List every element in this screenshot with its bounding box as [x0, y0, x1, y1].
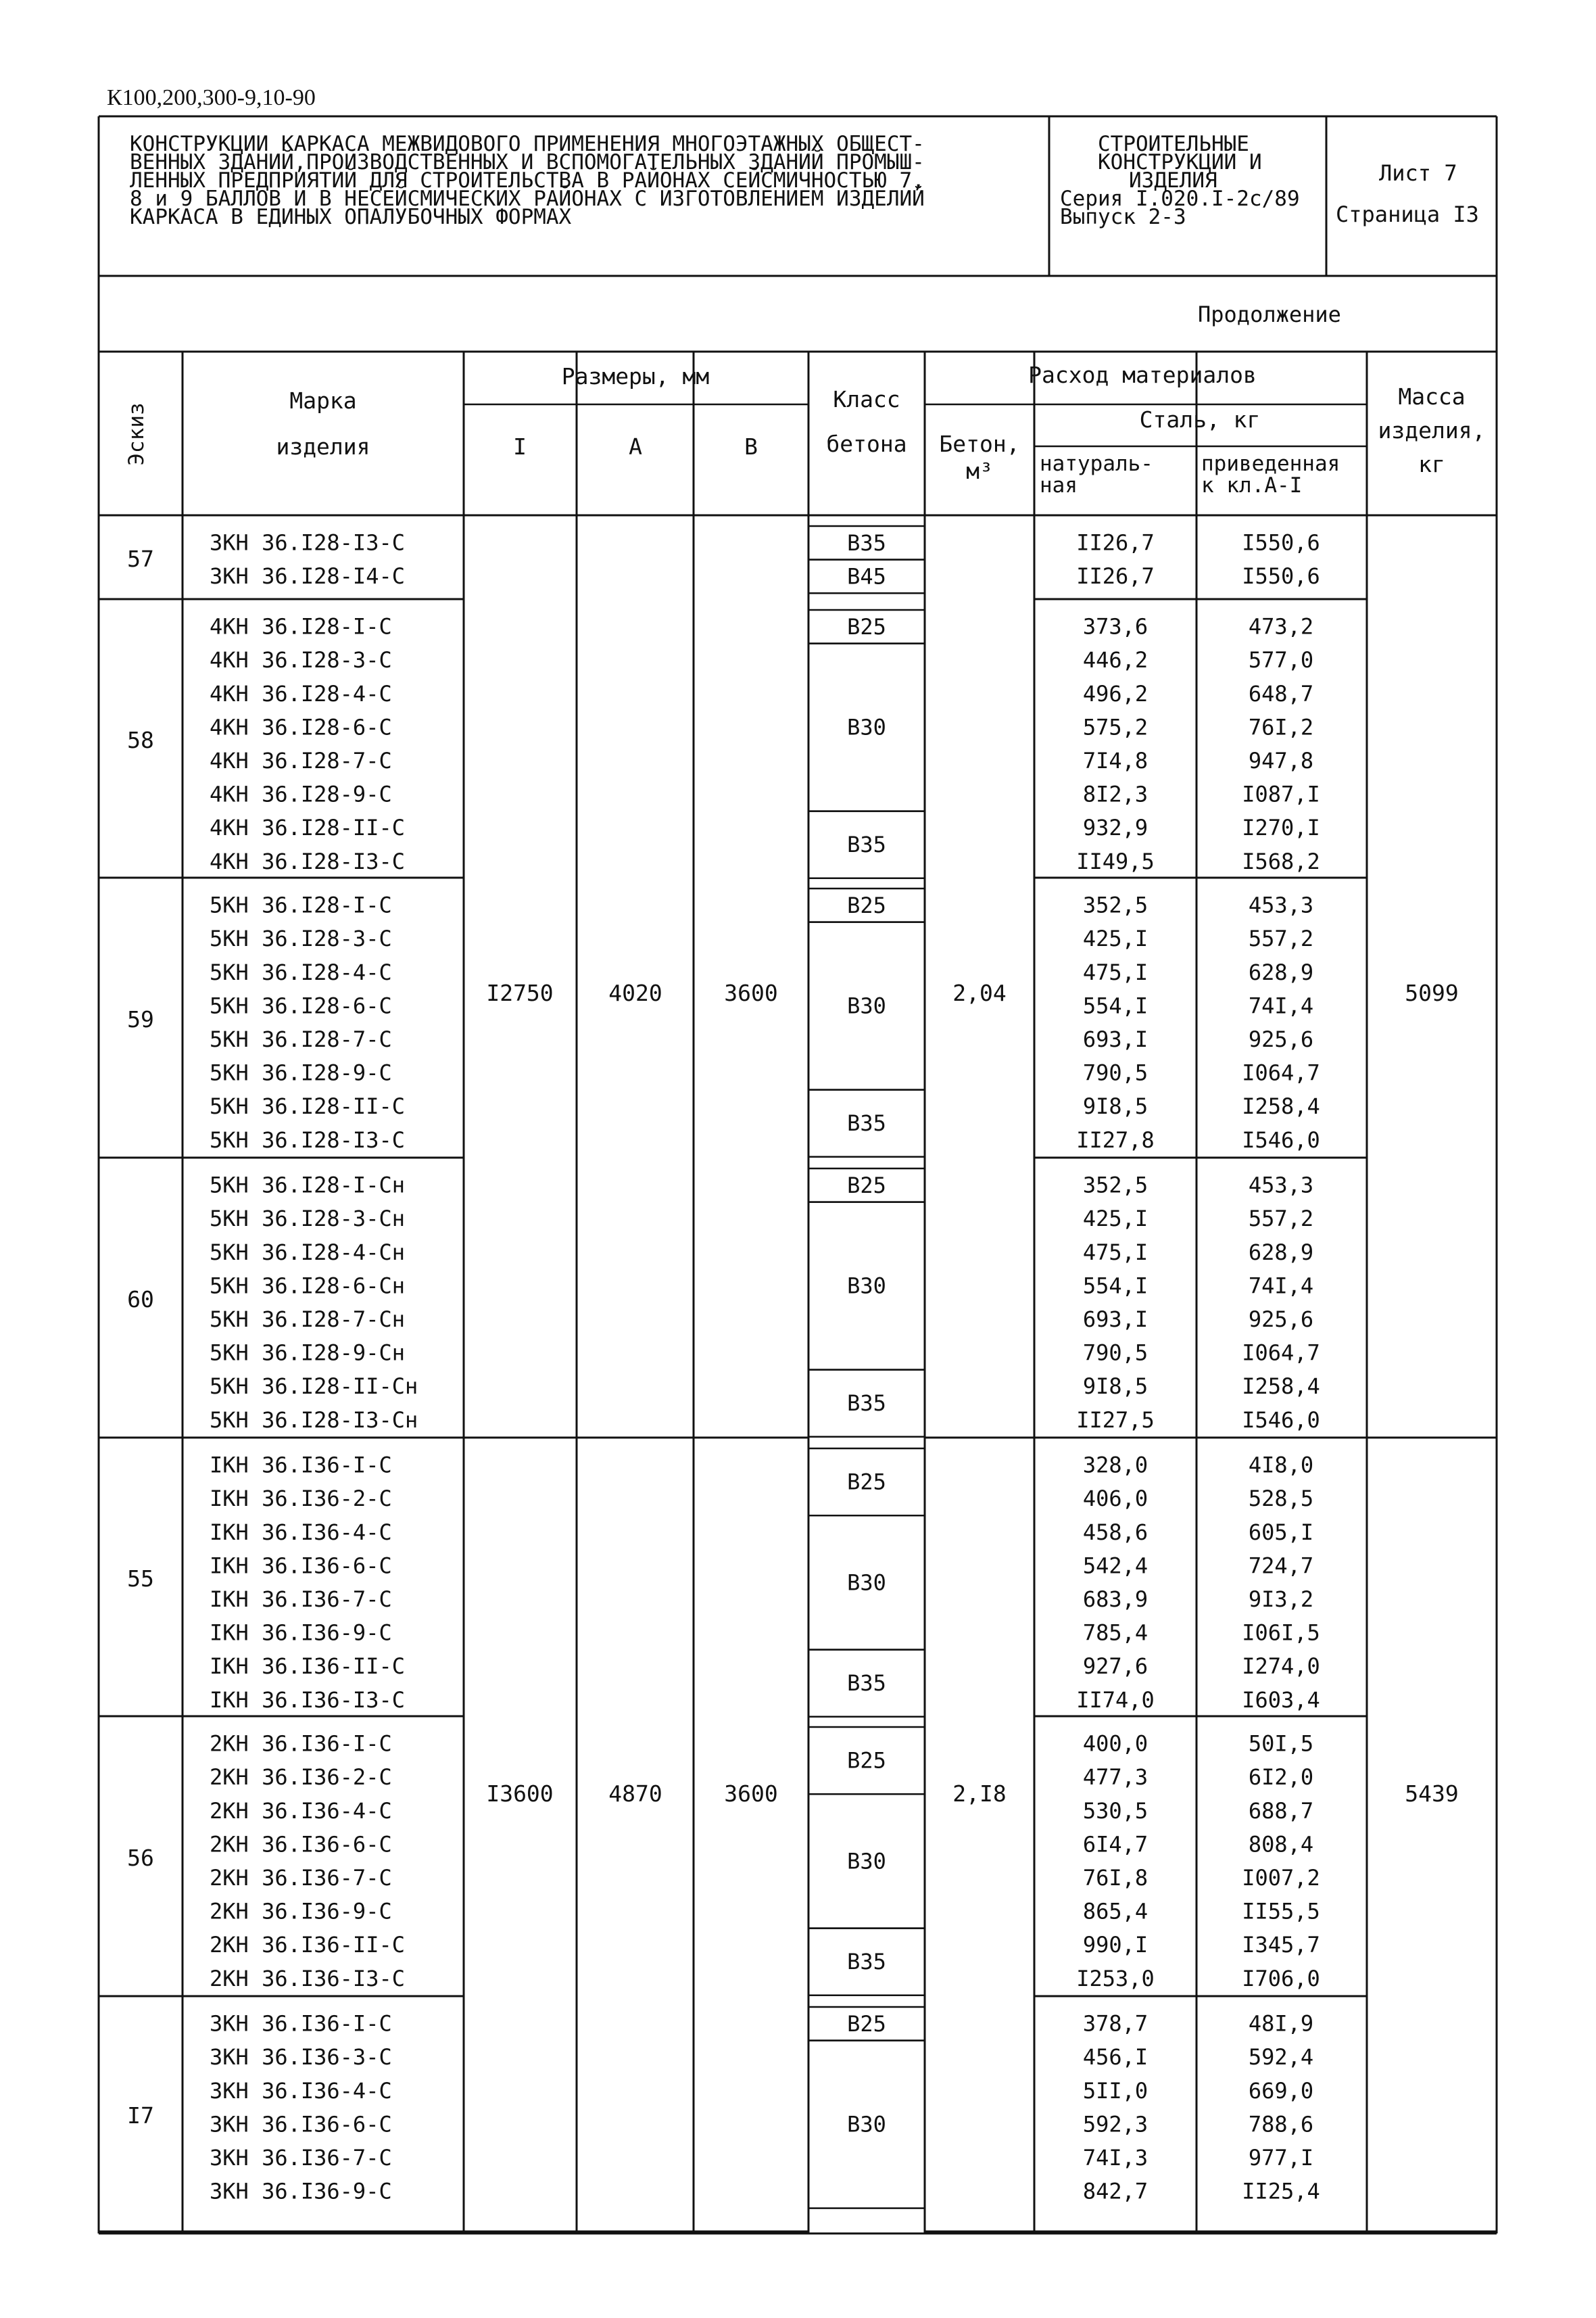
- product-mark: 5КН 36.I28-6-Сн: [210, 1273, 405, 1299]
- column-header-mark: изделия: [276, 433, 370, 460]
- steel-reduced-value: 48I,9: [1248, 2010, 1314, 2037]
- product-mark: 5КН 36.I28-7-Сн: [210, 1306, 405, 1332]
- steel-natural-value: 328,0: [1082, 1452, 1148, 1478]
- continuation-label: Продолжение: [1198, 302, 1341, 327]
- column-header-concrete: Бетон,: [939, 431, 1020, 457]
- sketch-number: 56: [127, 1845, 154, 1871]
- steel-reduced-value: 577,0: [1248, 647, 1314, 673]
- steel-reduced-value: 592,4: [1248, 2044, 1314, 2071]
- steel-reduced-value: 76I,2: [1248, 714, 1314, 740]
- sketch-number: 55: [127, 1565, 154, 1592]
- steel-natural-value: 9I8,5: [1082, 1093, 1148, 1120]
- title-line: ЛЕННЫХ ПРЕДПРИЯТИЙ ДЛЯ СТРОИТЕЛЬСТВА В РАЙОНАХ СЕЙСМИЧНОСТЬЮ 7,: [130, 168, 925, 193]
- steel-natural-value: 475,I: [1082, 1239, 1148, 1265]
- product-mark: 5КН 36.I28-3-Сн: [210, 1206, 405, 1232]
- dimension-a-value: 4020: [608, 980, 662, 1006]
- sketch-number: I7: [127, 2102, 154, 2129]
- steel-reduced-value: I087,I: [1242, 781, 1320, 807]
- concrete-class: В35: [847, 529, 886, 556]
- concrete-class: В30: [847, 1273, 886, 1299]
- dimension-l-value: I2750: [486, 980, 554, 1006]
- steel-natural-value: 542,4: [1082, 1553, 1148, 1579]
- steel-reduced-value: I270,I: [1242, 815, 1320, 841]
- steel-reduced-value: 688,7: [1248, 1797, 1314, 1824]
- series-line: КОНСТРУКЦИИ И: [1098, 150, 1262, 174]
- product-mark: 5КН 36.I28-I-Сн: [210, 1172, 405, 1198]
- title-line: КАРКАСА В ЕДИНЫХ ОПАЛУБОЧНЫХ ФОРМАХ: [130, 205, 572, 229]
- product-mass-value: 5099: [1405, 980, 1459, 1006]
- steel-natural-value: 842,7: [1082, 2178, 1148, 2204]
- product-mark: 4КН 36.I28-3-С: [210, 647, 392, 673]
- product-mark: 5КН 36.I28-II-Сн: [210, 1373, 418, 1400]
- steel-natural-value: 7I4,8: [1082, 748, 1148, 774]
- steel-reduced-value: 9I3,2: [1248, 1586, 1314, 1612]
- product-mark: 3КН 36.I28-I4-С: [210, 563, 405, 590]
- steel-reduced-value: I603,4: [1242, 1686, 1320, 1713]
- product-mark: 5КН 36.I28-6-С: [210, 993, 392, 1019]
- product-mark: 4КН 36.I28-I3-С: [210, 848, 405, 874]
- product-mark: 5КН 36.I28-II-С: [210, 1093, 405, 1120]
- product-mark: 4КН 36.I28-I-С: [210, 613, 392, 640]
- column-header-steel: Сталь, кг: [1139, 406, 1261, 433]
- concrete-class: В25: [847, 613, 886, 640]
- steel-natural-value: 458,6: [1082, 1519, 1148, 1545]
- sheet-number: Лист 7: [1379, 160, 1457, 186]
- title-line: 8 и 9 БАЛЛОВ И В НЕСЕЙСМИЧЕСКИХ РАЙОНАХ С ИЗГОТОВЛЕНИЕМ ИЗДЕЛИЙ: [130, 187, 925, 211]
- product-mark: 3КН 36.I28-I3-С: [210, 529, 405, 556]
- product-mark: 2КН 36.I36-7-С: [210, 1865, 392, 1891]
- product-mark: 5КН 36.I28-9-С: [210, 1060, 392, 1086]
- steel-reduced-value: 724,7: [1248, 1553, 1314, 1579]
- steel-natural-value: II26,7: [1076, 529, 1155, 556]
- steel-natural-value: 575,2: [1082, 714, 1148, 740]
- steel-reduced-value: 947,8: [1248, 748, 1314, 774]
- column-header-steel-reduced: приведенная: [1201, 452, 1340, 476]
- steel-reduced-value: 648,7: [1248, 680, 1314, 707]
- issue-number: Выпуск 2-3: [1060, 205, 1186, 229]
- concrete-class: В30: [847, 993, 886, 1019]
- concrete-class: В35: [847, 1110, 886, 1137]
- steel-reduced-value: I345,7: [1242, 1932, 1320, 1958]
- column-header-steel-natural: ная: [1040, 473, 1078, 498]
- steel-natural-value: II49,5: [1076, 848, 1155, 874]
- product-mark: 2КН 36.I36-4-С: [210, 1797, 392, 1824]
- steel-reduced-value: II55,5: [1242, 1898, 1320, 1924]
- steel-reduced-value: I007,2: [1242, 1865, 1320, 1891]
- steel-reduced-value: I568,2: [1242, 848, 1320, 874]
- steel-natural-value: 425,I: [1082, 1206, 1148, 1232]
- steel-natural-value: 352,5: [1082, 892, 1148, 918]
- steel-natural-value: 785,4: [1082, 1619, 1148, 1646]
- concrete-class: В25: [847, 1747, 886, 1774]
- steel-reduced-value: 925,6: [1248, 1306, 1314, 1332]
- steel-natural-value: 446,2: [1082, 647, 1148, 673]
- steel-natural-value: 693,I: [1082, 1026, 1148, 1052]
- steel-natural-value: 477,3: [1082, 1764, 1148, 1791]
- product-mark: 2КН 36.I36-I-С: [210, 1730, 392, 1757]
- column-header-dim-b: В: [744, 433, 758, 460]
- series-line: СТРОИТЕЛЬНЫЕ: [1098, 132, 1249, 156]
- dimension-b-value: 3600: [724, 1780, 778, 1807]
- steel-reduced-value: 788,6: [1248, 2111, 1314, 2137]
- steel-natural-value: 475,I: [1082, 959, 1148, 985]
- title-line: КОНСТРУКЦИИ КАРКАСА МЕЖВИДОВОГО ПРИМЕНЕНИЯ МНОГОЭТАЖНЫХ ОБЩЕСТ-: [130, 132, 925, 156]
- product-mark: IКН 36.I36-4-С: [210, 1519, 392, 1545]
- steel-reduced-value: 669,0: [1248, 2077, 1314, 2104]
- series-number: Серия I.020.I-2с/89: [1060, 187, 1300, 211]
- steel-reduced-value: 605,I: [1248, 1519, 1314, 1545]
- steel-reduced-value: I258,4: [1242, 1373, 1320, 1400]
- steel-natural-value: 5II,0: [1082, 2077, 1148, 2104]
- column-header-dim-l: I: [513, 433, 527, 460]
- steel-natural-value: II26,7: [1076, 563, 1155, 590]
- steel-natural-value: 6I4,7: [1082, 1831, 1148, 1858]
- product-mark: 5КН 36.I28-3-С: [210, 926, 392, 952]
- document-code: К100,200,300-9,10-90: [107, 85, 316, 110]
- steel-natural-value: II74,0: [1076, 1686, 1155, 1713]
- product-mark: 3КН 36.I36-4-С: [210, 2077, 392, 2104]
- column-header-steel-reduced: к кл.А-I: [1201, 473, 1303, 498]
- title-line: ВЕННЫХ ЗДАНИЙ,ПРОИЗВОДСТВЕННЫХ И ВСПОМОГАТЕЛЬНЫХ ЗДАНИЙ ПРОМЫШ-: [130, 150, 925, 174]
- concrete-class: В25: [847, 1469, 886, 1495]
- steel-reduced-value: 74I,4: [1248, 1273, 1314, 1299]
- product-mark: IКН 36.I36-9-С: [210, 1619, 392, 1646]
- product-mark: 5КН 36.I28-I3-Сн: [210, 1406, 418, 1433]
- steel-reduced-value: 528,5: [1248, 1486, 1314, 1512]
- steel-reduced-value: I064,7: [1242, 1060, 1320, 1086]
- steel-natural-value: 554,I: [1082, 1273, 1148, 1299]
- column-header-concrete-unit: м³: [966, 458, 993, 484]
- product-mark: 3КН 36.I36-7-С: [210, 2145, 392, 2171]
- steel-reduced-value: II25,4: [1242, 2178, 1320, 2204]
- column-header-steel-natural: натураль-: [1040, 452, 1153, 476]
- steel-reduced-value: I550,6: [1242, 529, 1320, 556]
- steel-reduced-value: 628,9: [1248, 1239, 1314, 1265]
- steel-reduced-value: I274,0: [1242, 1653, 1320, 1680]
- steel-natural-value: 693,I: [1082, 1306, 1148, 1332]
- steel-natural-value: II27,5: [1076, 1406, 1155, 1433]
- product-mark: 3КН 36.I36-6-С: [210, 2111, 392, 2137]
- steel-natural-value: 927,6: [1082, 1653, 1148, 1680]
- dimension-a-value: 4870: [608, 1780, 662, 1807]
- steel-natural-value: 790,5: [1082, 1340, 1148, 1366]
- steel-natural-value: 74I,3: [1082, 2145, 1148, 2171]
- steel-natural-value: 990,I: [1082, 1932, 1148, 1958]
- steel-reduced-value: 925,6: [1248, 1026, 1314, 1052]
- product-mark: IКН 36.I36-II-С: [210, 1653, 405, 1680]
- steel-natural-value: 865,4: [1082, 1898, 1148, 1924]
- page-number: Страница I3: [1336, 202, 1479, 227]
- steel-natural-value: 378,7: [1082, 2010, 1148, 2037]
- column-header-dimensions: Размеры, мм: [561, 363, 710, 389]
- steel-reduced-value: I06I,5: [1242, 1619, 1320, 1646]
- product-mark: IКН 36.I36-7-С: [210, 1586, 392, 1612]
- steel-reduced-value: 453,3: [1248, 1172, 1314, 1198]
- column-header-class: бетона: [826, 431, 907, 457]
- steel-reduced-value: 557,2: [1248, 926, 1314, 952]
- product-mark: 5КН 36.I28-7-С: [210, 1026, 392, 1052]
- concrete-class: В25: [847, 892, 886, 918]
- product-mark: 3КН 36.I36-I-С: [210, 2010, 392, 2037]
- steel-natural-value: II27,8: [1076, 1127, 1155, 1153]
- concrete-class: В35: [847, 1949, 886, 1975]
- column-header-class: Класс: [833, 386, 900, 412]
- product-mass-value: 5439: [1405, 1780, 1459, 1807]
- concrete-volume-value: 2,04: [952, 980, 1007, 1006]
- steel-reduced-value: 628,9: [1248, 959, 1314, 985]
- column-header-mass: Масса: [1398, 383, 1466, 410]
- product-mark: IКН 36.I36-I3-С: [210, 1686, 405, 1713]
- steel-natural-value: 425,I: [1082, 926, 1148, 952]
- steel-natural-value: 406,0: [1082, 1486, 1148, 1512]
- steel-natural-value: 400,0: [1082, 1730, 1148, 1757]
- dimension-l-value: I3600: [486, 1780, 554, 1807]
- steel-natural-value: I253,0: [1076, 1965, 1155, 1991]
- concrete-class: В30: [847, 1848, 886, 1874]
- product-mark: 4КН 36.I28-6-С: [210, 714, 392, 740]
- product-mark: 4КН 36.I28-4-С: [210, 680, 392, 707]
- concrete-class: В35: [847, 1390, 886, 1417]
- product-mark: 4КН 36.I28-9-С: [210, 781, 392, 807]
- steel-reduced-value: I258,4: [1242, 1093, 1320, 1120]
- steel-reduced-value: 50I,5: [1248, 1730, 1314, 1757]
- product-mark: 5КН 36.I28-I3-С: [210, 1127, 405, 1153]
- series-line: ИЗДЕЛИЯ: [1129, 168, 1217, 193]
- steel-reduced-value: 473,2: [1248, 613, 1314, 640]
- steel-natural-value: 352,5: [1082, 1172, 1148, 1198]
- product-mark: IКН 36.I36-I-С: [210, 1452, 392, 1478]
- product-mark: 2КН 36.I36-9-С: [210, 1898, 392, 1924]
- product-mark: 2КН 36.I36-II-С: [210, 1932, 405, 1958]
- concrete-class: В30: [847, 1569, 886, 1596]
- steel-reduced-value: I064,7: [1242, 1340, 1320, 1366]
- steel-natural-value: 76I,8: [1082, 1865, 1148, 1891]
- column-header-sketch: Эскиз: [124, 402, 149, 466]
- product-mark: 2КН 36.I36-2-С: [210, 1764, 392, 1791]
- steel-natural-value: 683,9: [1082, 1586, 1148, 1612]
- product-mark: 3КН 36.I36-9-С: [210, 2178, 392, 2204]
- concrete-class: В25: [847, 1172, 886, 1198]
- steel-reduced-value: 4I8,0: [1248, 1452, 1314, 1478]
- steel-natural-value: 9I8,5: [1082, 1373, 1148, 1400]
- steel-natural-value: 554,I: [1082, 993, 1148, 1019]
- steel-natural-value: 790,5: [1082, 1060, 1148, 1086]
- product-mark: 3КН 36.I36-3-С: [210, 2044, 392, 2071]
- steel-reduced-value: 557,2: [1248, 1206, 1314, 1232]
- concrete-class: В30: [847, 2111, 886, 2137]
- steel-reduced-value: 74I,4: [1248, 993, 1314, 1019]
- column-header-mark: Марка: [289, 387, 357, 414]
- steel-reduced-value: 977,I: [1248, 2145, 1314, 2171]
- steel-reduced-value: I546,0: [1242, 1127, 1320, 1153]
- product-mark: 4КН 36.I28-7-С: [210, 748, 392, 774]
- product-mark: 2КН 36.I36-6-С: [210, 1831, 392, 1858]
- concrete-class: В35: [847, 1670, 886, 1697]
- concrete-class: В35: [847, 832, 886, 858]
- steel-reduced-value: I546,0: [1242, 1406, 1320, 1433]
- steel-natural-value: 592,3: [1082, 2111, 1148, 2137]
- steel-reduced-value: I550,6: [1242, 563, 1320, 590]
- steel-natural-value: 373,6: [1082, 613, 1148, 640]
- steel-natural-value: 496,2: [1082, 680, 1148, 707]
- product-mark: IКН 36.I36-2-С: [210, 1486, 392, 1512]
- product-mark: 5КН 36.I28-4-С: [210, 959, 392, 985]
- steel-natural-value: 8I2,3: [1082, 781, 1148, 807]
- dimension-b-value: 3600: [724, 980, 778, 1006]
- sketch-number: 58: [127, 727, 154, 753]
- product-mark: 5КН 36.I28-9-Сн: [210, 1340, 405, 1366]
- product-mark: 2КН 36.I36-I3-С: [210, 1965, 405, 1991]
- column-header-mass: изделия,: [1378, 417, 1486, 444]
- column-header-materials: Расход материалов: [1028, 362, 1257, 388]
- sketch-number: 57: [127, 546, 154, 572]
- steel-natural-value: 456,I: [1082, 2044, 1148, 2071]
- steel-reduced-value: I706,0: [1242, 1965, 1320, 1991]
- product-mark: 5КН 36.I28-4-Сн: [210, 1239, 405, 1265]
- concrete-class: В30: [847, 714, 886, 740]
- column-header-dim-a: А: [629, 433, 642, 460]
- steel-natural-value: 932,9: [1082, 815, 1148, 841]
- concrete-volume-value: 2,I8: [952, 1780, 1007, 1807]
- steel-natural-value: 530,5: [1082, 1797, 1148, 1824]
- sketch-number: 60: [127, 1286, 154, 1312]
- concrete-class: В45: [847, 563, 886, 590]
- sketch-number: 59: [127, 1006, 154, 1033]
- product-mark: IКН 36.I36-6-С: [210, 1553, 392, 1579]
- column-header-mass: кг: [1418, 451, 1445, 477]
- steel-reduced-value: 6I2,0: [1248, 1764, 1314, 1791]
- product-mark: 5КН 36.I28-I-С: [210, 892, 392, 918]
- steel-reduced-value: 453,3: [1248, 892, 1314, 918]
- steel-reduced-value: 808,4: [1248, 1831, 1314, 1858]
- product-mark: 4КН 36.I28-II-С: [210, 815, 405, 841]
- concrete-class: В25: [847, 2010, 886, 2037]
